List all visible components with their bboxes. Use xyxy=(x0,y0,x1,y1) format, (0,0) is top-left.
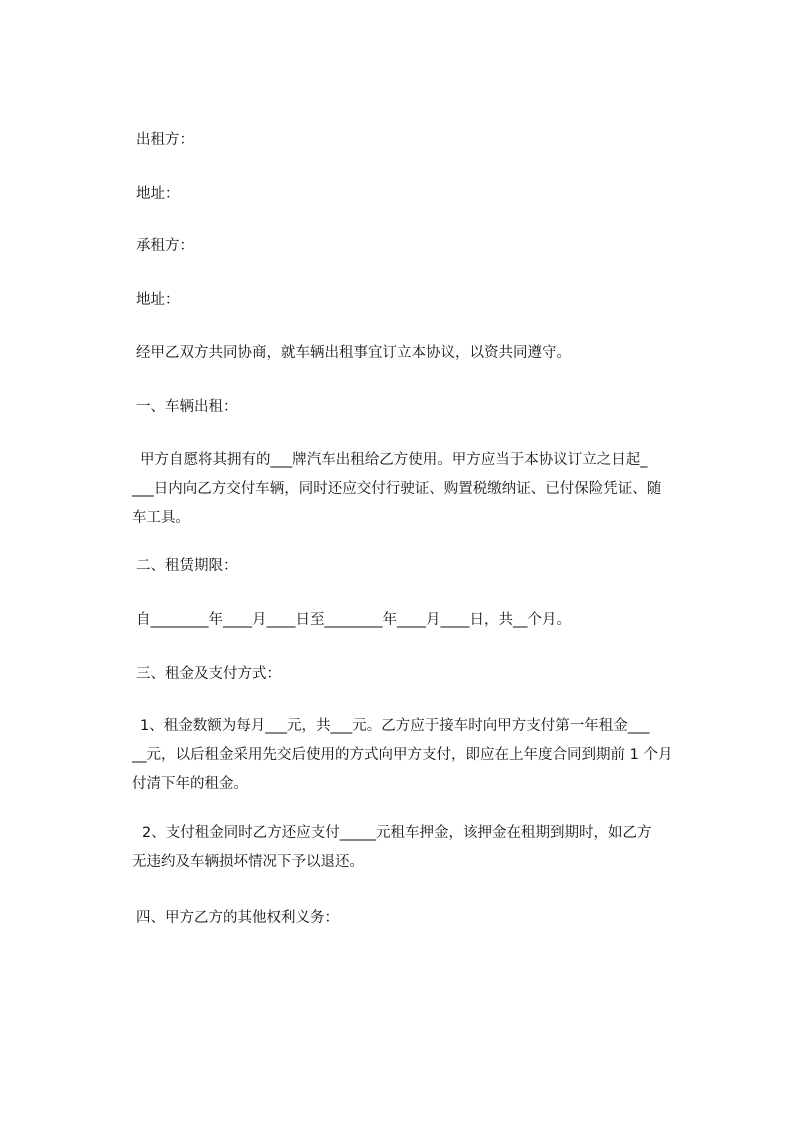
section-4-heading: 四、甲方乙方的其他权利义务： xyxy=(136,910,339,926)
section-3-heading: 三、租金及支付方式： xyxy=(136,666,281,682)
clause-1-line-3: 付清下年的租金。 xyxy=(132,776,248,792)
clause-2-line-2: 无违约及车辆损坏情况下予以退还。 xyxy=(132,854,364,870)
section-1-line-2: ___日内向乙方交付车辆，同时还应交付行驶证、购置税缴纳证、已付保险凭证、随 xyxy=(132,481,662,497)
clause-1-line-2: __元，以后租金采用先交后使用的方式向甲方支付，即应在上年度合同到期前 1 个月 xyxy=(132,747,673,763)
section-2-heading: 二、租赁期限： xyxy=(136,558,238,574)
lessor-label: 出租方： xyxy=(136,132,194,148)
clause-1-line-1: 1、租金数额为每月___元，共___元。乙方应于接车时向甲方支付第一年租金___ xyxy=(140,718,650,734)
clause-2-line-1: 2、支付租金同时乙方还应支付_____元租车押金，该押金在租期到期时，如乙方 xyxy=(142,825,652,841)
section-1-line-3: 车工具。 xyxy=(132,510,190,526)
section-1-heading: 一、车辆出租： xyxy=(136,399,238,415)
lessee-label: 承租方： xyxy=(136,238,194,254)
section-2-term-line: 自________年____月____日至________年____月____日，共__个月。 xyxy=(136,612,571,628)
section-1-body xyxy=(132,446,702,533)
lessee-address-label: 地址： xyxy=(136,292,180,308)
section-1-line-1: 甲方自愿将其拥有的___牌汽车出租给乙方使用。甲方应当于本协议订立之日起_ xyxy=(140,452,648,468)
section-3-clause-2 xyxy=(132,819,702,877)
lessor-address-label: 地址： xyxy=(136,186,180,202)
preamble: 经甲乙双方共同协商，就车辆出租事宜订立本协议，以资共同遵守。 xyxy=(136,345,571,361)
section-3-clause-1 xyxy=(132,712,702,799)
